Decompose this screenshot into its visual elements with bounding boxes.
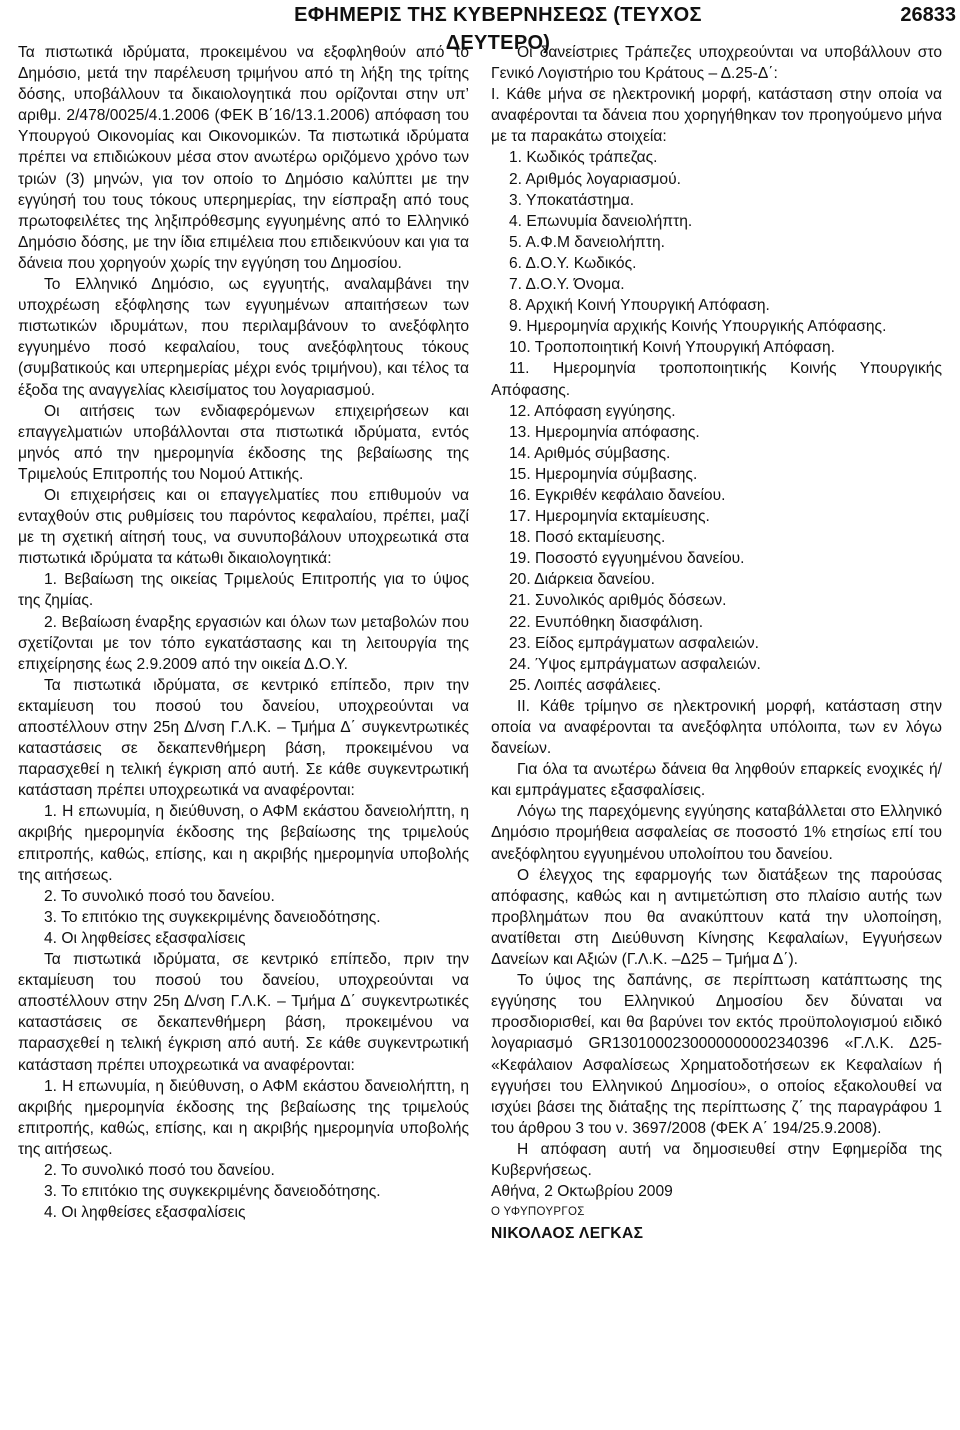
- list-item-report-repeat-1: 1. Η επωνυμία, η διεύθυνση, ο ΑΦΜ εκάστου δανειολήπτη, η ακριβής ημερομηνία έκδοσης της βεβαίωσης της τριμελούς επιτροπής, καθώς, επίσης, και η ακριβής ημερομηνία υποβολής της αιτήσεως.: [18, 1077, 469, 1158]
- list-item: 4. Επωνυμία δανειολήπτη.: [509, 212, 693, 230]
- list-item: 6. Δ.Ο.Υ. Κωδικός.: [509, 254, 637, 272]
- list-item-report-4: 4. Οι ληφθείσες εξασφαλίσεις: [44, 929, 246, 947]
- list-item-document-2: 2. Βεβαίωση έναρξης εργασιών και όλων των μεταβολών που σχετίζονται με τον τόπο εγκατάστασης και τη λειτουργία της επιχείρησης έως 2.9.2009 από την οικεία Δ.Ο.Υ.: [18, 613, 469, 673]
- list-item-report-2: 2. Το συνολικό ποσό του δανείου.: [44, 887, 275, 905]
- list-item: 7. Δ.Ο.Υ. Όνομα.: [509, 276, 625, 294]
- list-item: 24. Ύψος εμπράγματων ασφαλειών.: [509, 655, 761, 673]
- list-item: 25. Λοιπές ασφάλειες.: [509, 676, 662, 694]
- paragraph-banks-obligation: Οι δανείστριες Τράπεζες υποχρεούνται να υποβάλλουν στο Γενικό Λογιστήριο του Κράτους – Δ.25-Δ΄:: [491, 44, 942, 83]
- signatory-name: ΝΙΚΟΛΑΟΣ ΛΕΓΚΑΣ: [491, 1225, 644, 1243]
- right-column: [491, 42, 942, 1244]
- section-i-monthly-report: Ι. Κάθε μήνα σε ηλεκτρονική μορφή, κατάσταση στην οποία να αναφέρονται τα δάνεια που χορηγήθηκαν τον προηγούμενο μήνα με τα παρακάτω στοιχεία:: [491, 86, 942, 146]
- list-item: 11. Ημερομηνία τροποποιητικής Κοινής Υπουργικής Απόφασης.: [491, 360, 942, 399]
- list-item-document-1: 1. Βεβαίωση της οικείας Τριμελούς Επιτροπής για το ύψος της ζημίας.: [18, 571, 469, 610]
- list-item: 23. Είδος εμπράγματων ασφαλειών.: [509, 634, 759, 652]
- list-item: 13. Ημερομηνία απόφασης.: [509, 423, 700, 441]
- list-item-report-repeat-3: 3. Το επιτόκιο της συγκεκριμένης δανειοδότησης.: [44, 1183, 381, 1201]
- page-number: 26833: [900, 4, 956, 26]
- list-item: 14. Αριθμός σύμβασης.: [509, 444, 671, 462]
- list-item: 18. Ποσό εκταμίευσης.: [509, 529, 666, 547]
- list-item: 9. Ημερομηνία αρχικής Κοινής Υπουργικής Απόφασης.: [509, 318, 887, 336]
- paragraph-central-reporting: Τα πιστωτικά ιδρύματα, σε κεντρικό επίπεδο, πριν την εκταμίευση του ποσού του δανείου, υποχρεούνται να αποστέλλουν στην 25η Δ/νση Γ.Λ.Κ. – Τμήμα Δ΄ συγκεντρωτικές καταστάσεις σε δεκαπενθήμερη βάση, προκειμένου να παρασχεθεί η τελική έγκριση από αυτή. Σε κάθε συγκεντρωτική κατάσταση πρέπει υποχρεωτικά να αναφέρονται:: [18, 676, 469, 800]
- list-item: 3. Υποκατάστημα.: [509, 191, 635, 209]
- gazette-header-title: ΕΦΗΜΕΡΙΣ ΤΗΣ ΚΥΒΕΡΝΗΣΕΩΣ (ΤΕΥΧΟΣ ΔΕΥΤΕΡΟ): [294, 4, 702, 54]
- list-item: 10. Τροποποιητική Κοινή Υπουργική Απόφαση.: [509, 339, 836, 357]
- list-item-report-3: 3. Το επιτόκιο της συγκεκριμένης δανειοδότησης.: [44, 908, 381, 926]
- list-item: 22. Ενυπόθηκη διασφάλιση.: [509, 613, 704, 631]
- left-column: [18, 42, 469, 1223]
- paragraph-collateral: Για όλα τα ανωτέρω δάνεια θα ληφθούν επαρκείς ενοχικές ή/και εμπράγματες εξασφαλίσεις.: [491, 761, 942, 800]
- section-ii-quarterly-report: ΙΙ. Κάθε τρίμηνο σε ηλεκτρονική μορφή, κατάσταση στην οποία να αναφέρονται τα ανεξόφλητα υπόλοιπα, των εν λόγω δανείων.: [491, 697, 942, 758]
- paragraph-state-guarantee: Το Ελληνικό Δημόσιο, ως εγγυητής, αναλαμβάνει την υποχρέωση εξόφλησης των εγγυημένων απαιτήσεων των πιστωτικών ιδρυμάτων, που περιλαμβάνουν το ανεξόφλητο εγγυημένο ποσό κεφαλαίου, τους ανεξόφλητους τόκους (συμβατικούς και υπερημερίας μέχρι ενός τριμήνου), και τέλος τα έξοδα της αναγγελίας κλεισίματος του λογαριασμού.: [18, 276, 469, 399]
- list-item: 5. Α.Φ.Μ δανειολήπτη.: [509, 233, 665, 251]
- paragraph-repayment-procedure: Τα πιστωτικά ιδρύματα, προκειμένου να εξοφληθούν από το Δημόσιο, μετά την παρέλευση τριμήνου από τη λήξη της τρίτης δόσης, υποβάλλουν τα δικαιολογητικά που ορίζονται στην υπ’ αριθμ. 2/478/0025/4.1.2006 (ΦΕΚ Β΄16/13.1.2006) απόφαση του Υπουργού Οικονομίας και Οικονομικών. Τα πιστωτικά ιδρύματα πρέπει να επιδιώκουν μέσα στον ανωτέρω οριζόμενο χρόνο των τριών (3) μηνών, για τον οποίο το Δημόσιο καλύπτει με την εγγύησή του τους τόκους υπερημερίας, την είσπραξη από τους πρωτοφειλέτες της ληξιπρόθεσμης εγγυημένης από το Ελληνικό Δημόσιο δόσης, με την ίδια επιμέλεια που επιδεικνύουν και για τα δάνεια που χορηγούν χωρίς την εγγύηση του Δημοσίου.: [18, 44, 469, 272]
- list-item: 8. Αρχική Κοινή Υπουργική Απόφαση.: [509, 297, 770, 315]
- paragraph-central-reporting-repeat: Τα πιστωτικά ιδρύματα, σε κεντρικό επίπεδο, πριν την εκταμίευση του ποσού του δανείου, υποχρεούνται να αποστέλλουν στην 25η Δ/νση Γ.Λ.Κ. – Τμήμα Δ΄ συγκεντρωτικές καταστάσεις σε δεκαπενθήμερη βάση, προκειμένου να παρασχεθεί η τελική έγκριση από αυτή. Σε κάθε συγκεντρωτική κατάσταση πρέπει υποχρεωτικά να αναφέρονται:: [18, 951, 469, 1074]
- paragraph-guarantee-fee: Λόγω της παρεχόμενης εγγύησης καταβάλλεται στο Ελληνικό Δημόσιο προμήθεια ασφαλείας σε ποσοστό 1% ετησίως επί του ανεξόφλητου εγγυημένου υπολοίπου του δανείου.: [491, 803, 942, 863]
- paragraph-implementation-control: Ο έλεγχος της εφαρμογής των διατάξεων της παρούσας απόφασης, καθώς και η αντιμετώπιση στο πλαίσιο αυτής των προβλημάτων που θα ανακύπτουν κατά την υλοποίηση, ανατίθεται στη Διεύθυνση Κίνησης Κεφαλαίων, Εγγυήσεων Δανείων και Αξιών (Γ.Λ.Κ. –Δ25 – Τμήμα Δ΄).: [491, 866, 942, 969]
- list-item: 15. Ημερομηνία σύμβασης.: [509, 465, 698, 483]
- fields-list: [491, 147, 942, 695]
- list-item: 17. Ημερομηνία εκταμίευσης.: [509, 508, 710, 526]
- list-item: 2. Αριθμός λογαριασμού.: [509, 170, 681, 188]
- list-item: 1. Κωδικός τράπεζας.: [509, 149, 658, 167]
- list-item-report-1: 1. Η επωνυμία, η διεύθυνση, ο ΑΦΜ εκάστου δανειολήπτη, η ακριβής ημερομηνία έκδοσης της βεβαίωσης της τριμελούς επιτροπής, καθώς, επίσης, και η ακριβής ημερομηνία υποβολής της αιτήσεως.: [18, 803, 469, 884]
- signatory-role: Ο ΥΦΥΠΟΥΡΓΟΣ: [491, 1206, 585, 1219]
- place-and-date: Αθήνα, 2 Οκτωβρίου 2009: [491, 1183, 673, 1201]
- paragraph-publication: Η απόφαση αυτή να δημοσιευθεί στην Εφημερίδα της Κυβερνήσεως.: [491, 1140, 942, 1179]
- paragraph-applications: Οι αιτήσεις των ενδιαφερόμενων επιχειρήσεων και επαγγελματιών υποβάλλονται στα πιστωτικά ιδρύματα, εντός μηνός από την ημερομηνία έκδοσης της βεβαίωσης της Τριμελούς Επιτροπής του Νομού Αττικής.: [18, 402, 469, 483]
- list-item: 16. Εγκριθέν κεφάλαιο δανείου.: [509, 486, 726, 504]
- list-item: 12. Απόφαση εγγύησης.: [509, 402, 676, 420]
- list-item: 19. Ποσοστό εγγυημένου δανείου.: [509, 550, 745, 568]
- list-item: 20. Διάρκεια δανείου.: [509, 571, 655, 589]
- paragraph-required-documents: Οι επιχειρήσεις και οι επαγγελματίες που επιθυμούν να ενταχθούν στις ρυθμίσεις του παρόντος κεφαλαίου, πρέπει, μαζί με τη σχετική αίτησή τους, να συνυποβάλουν υποχρεωτικά στα πιστωτικά ιδρύματα τα κάτωθι δικαιολογητικά:: [18, 486, 469, 568]
- list-item-report-repeat-2: 2. Το συνολικό ποσό του δανείου.: [44, 1161, 275, 1179]
- paragraph-cost: Το ύψος της δαπάνης, σε περίπτωση κατάπτωσης της εγγύησης του Ελληνικού Δημοσίου δεν δύναται να προσδιορισθεί, και θα βαρύνει τον εκτός προϋπολογισμού ειδικό λογαριασμό GR1301000230000000002340396 «Γ.Λ.Κ. Δ25- «Κεφάλαιον Ασφαλίσεως Χρηματοδοτήσεων εκ Κεφαλαίων ή εγγυήσει του Ελληνικού Δημοσίου», ο οποίος εξακολουθεί να ισχύει βάσει της διάταξης της περίπτωσης ζ΄ της παραγράφου 1 του άρθρου 3 του ν. 3697/2008 (ΦΕΚ Α΄ 194/25.9.2008).: [491, 972, 942, 1137]
- list-item-report-repeat-4: 4. Οι ληφθείσες εξασφαλίσεις: [44, 1204, 246, 1222]
- list-item: 21. Συνολικός αριθμός δόσεων.: [509, 592, 727, 610]
